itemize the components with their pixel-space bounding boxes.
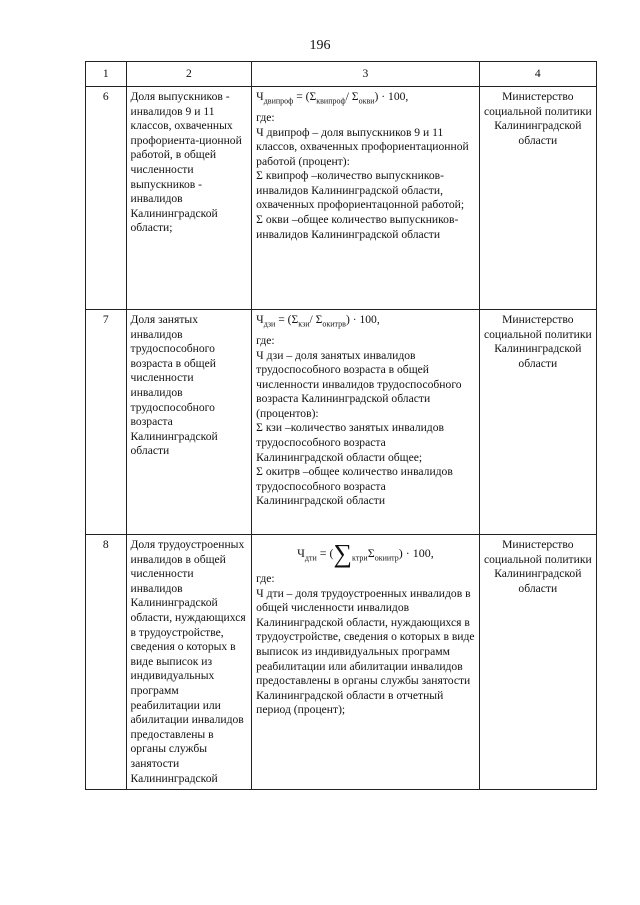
indicator-method [252,535,479,790]
formula [256,313,474,332]
responsible-org: Министерство социальной политики Калининградской области [479,87,596,310]
formula-div-sub: окитрв [322,319,346,329]
responsible-org: Министерство социальной политики Калининградской области [479,310,596,535]
table-row [86,310,597,535]
formula-lhs-sub: дзи [263,319,276,329]
header-cell-3: 3 [252,62,479,87]
definition: Σ окви –общее количество выпускников-инвалидов Калининградской области [256,213,459,241]
formula-lhs: Ч [297,546,305,560]
formula-mid: = ( [316,546,334,560]
row-number: 8 [86,535,127,790]
formula-div: Σ [367,546,375,560]
definition: Σ квипроф –количество выпускников-инвалидов Калининградской области, охваченных профориентацонной работой; [256,169,465,212]
formula-div: / Σ [309,313,323,326]
sum-sign-icon: ∑ [333,538,353,568]
table-header-row [86,62,597,87]
formula-div-sub: окви [358,96,375,106]
formula-lhs: Ч [256,90,264,103]
formula-lhs: Ч [256,313,264,326]
definition: Ч двипроф – доля выпускников 9 и 11 классов, охваченных профориентационной работой (процент): [256,125,469,168]
formula [256,90,474,109]
indicator-method [252,87,479,310]
table-row [86,87,597,310]
where-label: где: [256,333,275,347]
formula [256,538,474,568]
formula-tail: ) · 100, [398,546,434,560]
row-number: 7 [86,310,127,535]
responsible-org: Министерство социальной политики Калининградской области [479,535,596,790]
formula-mid: = (Σ [275,313,299,326]
indicator-name: Доля трудоустроенных инвалидов в общей численности инвалидов Калининградской области, нуждающихся в трудоустройстве, сведения о которых в виде выписок из индивидуальных программ реабилитации или абилитации инвалидов предоставлены в органы службы занятости Калининградской [126,535,252,790]
header-cell-1: 1 [86,62,127,87]
indicator-table [85,61,597,790]
formula-mid: = (Σ [293,90,317,103]
formula-div-sub: окиитр [374,553,399,563]
formula-mid-sub: кзи [298,319,310,329]
formula-lhs-sub: двипроф [263,96,294,106]
formula-tail: ) · 100, [345,313,380,326]
definition: Σ окитрв –общее количество инвалидов трудоспособного возраста Калининградской области [256,465,453,508]
where-label: где: [256,110,275,124]
formula-div: / Σ [345,90,359,103]
definition: Ч дти – доля трудоустроенных инвалидов в общей численности инвалидов Калининградской области, нуждающихся в трудоустройстве, сведения о которых в виде выписок из индивидуальных программ реабилитации или абилитации инвалидов предоставлены в органы службы занятости Калининградской области в отчетный период (процент); [256,586,475,717]
page-number: 196 [309,38,331,53]
indicator-name: Доля занятых инвалидов трудоспособного возраста в общей численности инвалидов трудоспособного возраста Калининградской области [126,310,252,535]
formula-mid-sub: ктри [352,553,368,563]
table-row [86,535,597,790]
formula-lhs-sub: дти [304,553,317,563]
definition: Ч дзи – доля занятых инвалидов трудоспособного возраста в общей численности инвалидов трудоспособного возраста Калининградской области (процентов): [256,348,462,420]
row-number: 6 [86,87,127,310]
header-cell-2: 2 [126,62,252,87]
where-label: где: [256,571,275,585]
definition: Σ кзи –количество занятых инвалидов трудоспособного возраста Калининградской области общее; [256,421,444,464]
indicator-name: Доля выпускников - инвалидов 9 и 11 классов, охваченных профориента-ционной работой, в общей численности выпускников - инвалидов Калининградской области; [126,87,252,310]
indicator-method [252,310,479,535]
formula-tail: ) · 100, [374,90,409,103]
formula-mid-sub: квипроф [316,96,346,106]
header-cell-4: 4 [479,62,596,87]
